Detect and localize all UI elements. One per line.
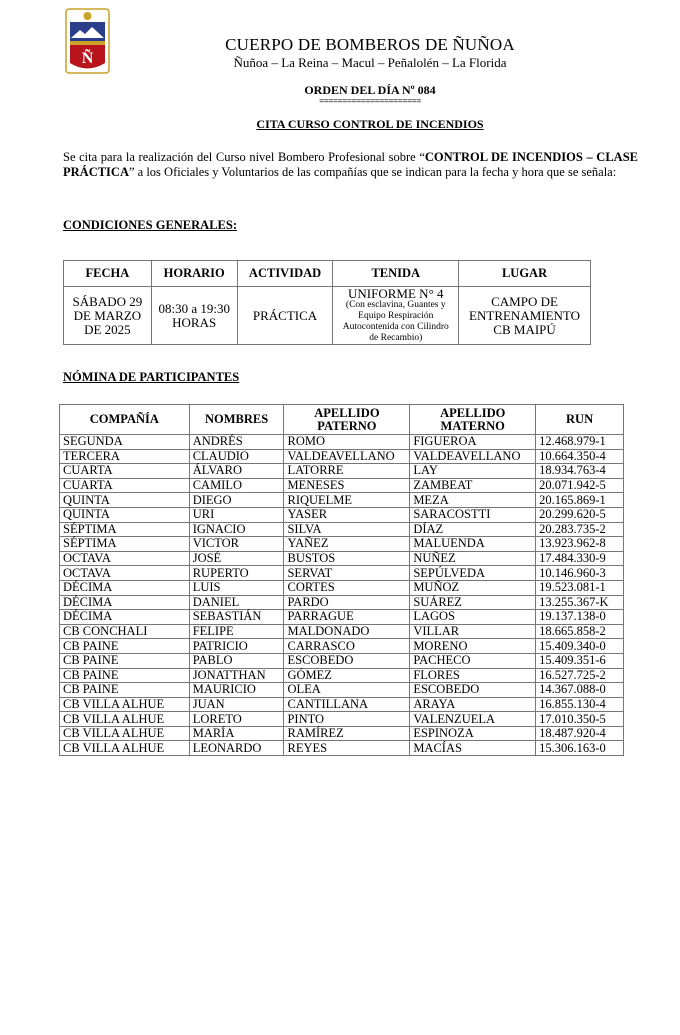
apellido-paterno-cell: OLEA xyxy=(284,683,410,698)
nombres-cell: DIEGO xyxy=(189,493,284,508)
col-header-compania xyxy=(60,405,190,435)
run-cell: 20.299.620-5 xyxy=(536,507,624,522)
run-cell: 20.165.869-1 xyxy=(536,493,624,508)
compania-cell: CB CONCHALI xyxy=(60,624,190,639)
table-row xyxy=(60,493,624,508)
crest-top-ornament xyxy=(84,12,92,20)
apellido-paterno-cell: PARDO xyxy=(284,595,410,610)
run-cell: 10.664.350-4 xyxy=(536,449,624,464)
run-cell: 13.255.367-K xyxy=(536,595,624,610)
table-row xyxy=(60,449,624,464)
crest-letter: Ñ xyxy=(81,50,94,67)
participants-body xyxy=(60,435,624,756)
table-row xyxy=(60,712,624,727)
apellido-paterno-cell: GÓMEZ xyxy=(284,668,410,683)
run-cell: 19.523.081-1 xyxy=(536,580,624,595)
col-header-actividad: ACTIVIDAD xyxy=(237,261,333,287)
header-line: RUN xyxy=(566,412,594,426)
apellido-materno-cell: SUÁREZ xyxy=(410,595,536,610)
apellido-paterno-cell: LATORRE xyxy=(284,464,410,479)
apellido-paterno-cell: ESCOBEDO xyxy=(284,653,410,668)
compania-cell: CB PAINE xyxy=(60,668,190,683)
header-line: COMPAÑÍA xyxy=(89,412,159,426)
tenida-uniform: UNIFORME N° 4 xyxy=(348,286,444,301)
apellido-paterno-cell: REYES xyxy=(284,741,410,756)
apellido-materno-cell: ESCOBEDO xyxy=(410,683,536,698)
apellido-materno-cell: FLORES xyxy=(410,668,536,683)
run-cell: 17.484.330-9 xyxy=(536,551,624,566)
col-header-fecha: FECHA xyxy=(64,261,152,287)
apellido-materno-cell: VILLAR xyxy=(410,624,536,639)
run-cell: 13.923.962-8 xyxy=(536,537,624,552)
col-header-tenida: TENIDA xyxy=(333,261,459,287)
tenida-note-line: de Recambio) xyxy=(369,333,423,343)
apellido-paterno-cell: PARRAGUE xyxy=(284,610,410,625)
compania-cell: CUARTA xyxy=(60,478,190,493)
horario-line: 08:30 a 19:30 xyxy=(158,300,230,316)
apellido-materno-cell: ARAYA xyxy=(410,697,536,712)
tenida-note-line: (Con esclavina, Guantes y xyxy=(345,300,446,310)
apellido-materno-cell: MORENO xyxy=(410,639,536,654)
table-row xyxy=(60,580,624,595)
run-cell: 15.409.340-0 xyxy=(536,639,624,654)
conditions-data-row xyxy=(64,287,591,345)
table-row xyxy=(60,507,624,522)
apellido-paterno-cell: SERVAT xyxy=(284,566,410,581)
apellido-materno-cell: SEPÚLVEDA xyxy=(410,566,536,581)
horario-line: HORAS xyxy=(172,314,217,330)
nombres-cell: PATRICIO xyxy=(189,639,284,654)
nombres-cell: JONATTHAN xyxy=(189,668,284,683)
nombres-cell: LUIS xyxy=(189,580,284,595)
table-row xyxy=(60,435,624,450)
compania-cell: TERCERA xyxy=(60,449,190,464)
crest-ribbon xyxy=(70,41,105,45)
apellido-paterno-cell: BUSTOS xyxy=(284,551,410,566)
nombres-cell: FELIPE xyxy=(189,624,284,639)
intro-text-start: Se cita para la realización del Curso nivel Bombero Profesional sobre “ xyxy=(63,150,425,164)
bomberos-crest-logo xyxy=(65,8,110,74)
nombres-cell: JOSÉ xyxy=(189,551,284,566)
nombres-cell: MAURICIO xyxy=(189,683,284,698)
run-cell: 12.468.979-1 xyxy=(536,435,624,450)
tenida-note-line: Equipo Respiración xyxy=(358,311,434,321)
apellido-paterno-cell: RIQUELME xyxy=(284,493,410,508)
run-cell: 18.934.763-4 xyxy=(536,464,624,479)
col-header-nombres xyxy=(189,405,284,435)
compania-cell: CB VILLA ALHUE xyxy=(60,741,190,756)
lugar-line: CB MAIPÚ xyxy=(493,321,556,337)
nombres-cell: CLAUDIO xyxy=(189,449,284,464)
apellido-paterno-cell: YASER xyxy=(284,507,410,522)
compania-cell: CUARTA xyxy=(60,464,190,479)
apellido-paterno-cell: SILVA xyxy=(284,522,410,537)
apellido-materno-cell: MACÍAS xyxy=(410,741,536,756)
apellido-paterno-cell: RAMÍREZ xyxy=(284,726,410,741)
header-line: MATERNO xyxy=(440,418,505,433)
header-line: NOMBRES xyxy=(204,412,269,426)
apellido-paterno-cell: MALDONADO xyxy=(284,624,410,639)
lugar-cell xyxy=(459,287,591,345)
tenida-cell xyxy=(333,287,459,345)
run-cell: 18.487.920-4 xyxy=(536,726,624,741)
apellido-materno-cell: PACHECO xyxy=(410,653,536,668)
table-row xyxy=(60,551,624,566)
horario-cell xyxy=(151,287,237,345)
apellido-paterno-cell: PINTO xyxy=(284,712,410,727)
fecha-line: DE 2025 xyxy=(84,321,131,337)
compania-cell: QUINTA xyxy=(60,493,190,508)
table-row xyxy=(60,478,624,493)
run-cell: 16.527.725-2 xyxy=(536,668,624,683)
table-row xyxy=(60,668,624,683)
table-row xyxy=(60,741,624,756)
run-cell: 17.010.350-5 xyxy=(536,712,624,727)
col-header-horario: HORARIO xyxy=(151,261,237,287)
nombres-cell: JUAN xyxy=(189,697,284,712)
compania-cell: DÉCIMA xyxy=(60,580,190,595)
apellido-materno-cell: FIGUEROA xyxy=(410,435,536,450)
organization-name: CUERPO DE BOMBEROS DE ÑUÑOA xyxy=(225,35,515,54)
compania-cell: DÉCIMA xyxy=(60,610,190,625)
compania-cell: OCTAVA xyxy=(60,566,190,581)
run-cell: 14.367.088-0 xyxy=(536,683,624,698)
table-row xyxy=(60,464,624,479)
tenida-note-line: Autocontenida con Cilindro xyxy=(342,322,449,332)
apellido-materno-cell: ESPINOZA xyxy=(410,726,536,741)
nombres-cell: MARÍA xyxy=(189,726,284,741)
run-cell: 20.071.942-5 xyxy=(536,478,624,493)
nombres-cell: ÁLVARO xyxy=(189,464,284,479)
actividad-cell: PRÁCTICA xyxy=(237,287,333,345)
table-row xyxy=(60,726,624,741)
run-cell: 18.665.858-2 xyxy=(536,624,624,639)
run-cell: 10.146.960-3 xyxy=(536,566,624,581)
order-title: ORDEN DEL DÍA Nº 084 xyxy=(304,83,436,97)
apellido-materno-cell: VALENZUELA xyxy=(410,712,536,727)
compania-cell: CB VILLA ALHUE xyxy=(60,697,190,712)
nombres-cell: URI xyxy=(189,507,284,522)
nombres-cell: SEBASTIÁN xyxy=(189,610,284,625)
apellido-paterno-cell: VALDEAVELLANO xyxy=(284,449,410,464)
apellido-materno-cell: VALDEAVELLANO xyxy=(410,449,536,464)
table-row xyxy=(60,566,624,581)
nombres-cell: RUPERTO xyxy=(189,566,284,581)
apellido-materno-cell: LAY xyxy=(410,464,536,479)
col-header-run xyxy=(536,405,624,435)
compania-cell: CB VILLA ALHUE xyxy=(60,726,190,741)
compania-cell: QUINTA xyxy=(60,507,190,522)
conditions-header-row xyxy=(64,261,591,287)
compania-cell: OCTAVA xyxy=(60,551,190,566)
table-row xyxy=(60,639,624,654)
nombres-cell: VICTOR xyxy=(189,537,284,552)
fecha-cell xyxy=(64,287,152,345)
table-row xyxy=(60,624,624,639)
compania-cell: SÉPTIMA xyxy=(60,537,190,552)
participants-heading: NÓMINA DE PARTICIPANTES xyxy=(63,370,240,384)
fecha-line: DE MARZO xyxy=(73,307,142,323)
compania-cell: CB VILLA ALHUE xyxy=(60,712,190,727)
intro-course-name: CONTROL DE INCENDIOS – CLASE PRÁCTICA xyxy=(63,150,638,179)
table-row xyxy=(60,683,624,698)
apellido-materno-cell: ZAMBEAT xyxy=(410,478,536,493)
run-cell: 19.137.138-0 xyxy=(536,610,624,625)
apellido-materno-cell: MUÑOZ xyxy=(410,580,536,595)
run-cell: 15.409.351-6 xyxy=(536,653,624,668)
compania-cell: SÉPTIMA xyxy=(60,522,190,537)
table-row xyxy=(60,653,624,668)
apellido-materno-cell: SARACOSTTI xyxy=(410,507,536,522)
col-header-apellido-paterno xyxy=(284,405,410,435)
apellido-materno-cell: MALUENDA xyxy=(410,537,536,552)
table-row xyxy=(60,610,624,625)
conditions-heading: CONDICIONES GENERALES: xyxy=(63,218,237,232)
lugar-line: CAMPO DE xyxy=(491,293,558,309)
table-row xyxy=(60,537,624,552)
nombres-cell: CAMILO xyxy=(189,478,284,493)
fecha-line: SÁBADO 29 xyxy=(72,293,143,309)
apellido-paterno-cell: CARRASCO xyxy=(284,639,410,654)
table-row xyxy=(60,522,624,537)
table-row xyxy=(60,697,624,712)
header-line: APELLIDO xyxy=(440,405,506,420)
conditions-table xyxy=(63,260,591,345)
intro-paragraph xyxy=(63,150,638,180)
apellido-materno-cell: DÍAZ xyxy=(410,522,536,537)
nombres-cell: LEONARDO xyxy=(189,741,284,756)
nombres-cell: ANDRÉS xyxy=(189,435,284,450)
col-header-lugar: LUGAR xyxy=(459,261,591,287)
run-cell: 15.306.163-0 xyxy=(536,741,624,756)
table-row xyxy=(60,595,624,610)
compania-cell: CB PAINE xyxy=(60,639,190,654)
nombres-cell: IGNACIO xyxy=(189,522,284,537)
intro-text-end: ” a los Oficiales y Voluntarios de las compañías que se indican para la fecha y hora que se señala: xyxy=(128,165,617,179)
nombres-cell: DANIEL xyxy=(189,595,284,610)
compania-cell: CB PAINE xyxy=(60,683,190,698)
nombres-cell: LORETO xyxy=(189,712,284,727)
col-header-apellido-materno xyxy=(410,405,536,435)
apellido-materno-cell: NUÑEZ xyxy=(410,551,536,566)
header-line: APELLIDO xyxy=(314,405,380,420)
run-cell: 16.855.130-4 xyxy=(536,697,624,712)
header-line: PATERNO xyxy=(317,418,377,433)
apellido-paterno-cell: ROMO xyxy=(284,435,410,450)
apellido-paterno-cell: CORTES xyxy=(284,580,410,595)
order-subject: CITA CURSO CONTROL DE INCENDIOS xyxy=(256,117,484,131)
communes-line: Ñuñoa – La Reina – Macul – Peñalolén – La Florida xyxy=(233,55,507,70)
compania-cell: DÉCIMA xyxy=(60,595,190,610)
participants-table xyxy=(59,404,624,756)
compania-cell: CB PAINE xyxy=(60,653,190,668)
lugar-line: ENTRENAMIENTO xyxy=(469,307,581,323)
apellido-materno-cell: MEZA xyxy=(410,493,536,508)
apellido-paterno-cell: CANTILLANA xyxy=(284,697,410,712)
participants-header-row xyxy=(60,405,624,435)
order-separator: ====================== xyxy=(319,96,421,106)
apellido-paterno-cell: YAÑEZ xyxy=(284,537,410,552)
nombres-cell: PABLO xyxy=(189,653,284,668)
run-cell: 20.283.735-2 xyxy=(536,522,624,537)
compania-cell: SEGUNDA xyxy=(60,435,190,450)
apellido-paterno-cell: MENESES xyxy=(284,478,410,493)
apellido-materno-cell: LAGOS xyxy=(410,610,536,625)
